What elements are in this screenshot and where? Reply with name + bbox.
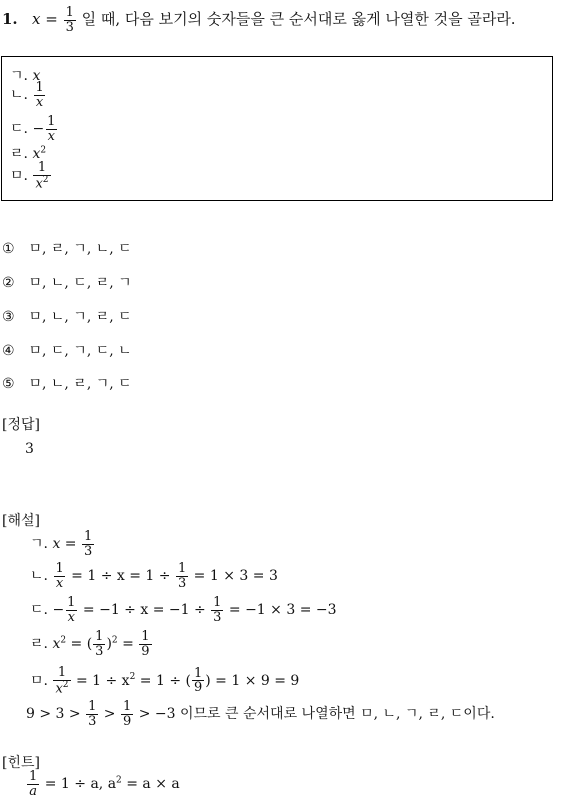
fraction-numerator: 1	[83, 529, 93, 544]
fraction-numerator: 1	[193, 665, 203, 681]
question-number: 1.	[2, 10, 18, 29]
solution-sign: −	[52, 602, 65, 619]
solution-tail: ) = 1 × 9 = 9	[205, 672, 300, 689]
solution-lhs: x =	[52, 536, 81, 553]
solution-label: [해설]	[2, 513, 40, 529]
solution-line-1	[30, 530, 95, 558]
item-expression: x	[32, 68, 41, 84]
item-exponent: 2	[40, 145, 47, 156]
hint-fraction	[27, 770, 39, 798]
solution-fraction	[176, 562, 188, 590]
fraction-denominator: a	[29, 783, 38, 799]
condition-equals: =	[40, 10, 63, 29]
item-marker: ㄹ.	[10, 146, 28, 162]
solution-tail: = 1 × 3 = 3	[189, 568, 278, 585]
solution-fraction	[53, 562, 65, 590]
question-text: 일 때, 다음 보기의 숫자들을 큰 순서대로 옳게 나열한 것을 골라라.	[76, 10, 516, 29]
fraction-numerator: 1	[123, 699, 132, 714]
choice-4[interactable]	[2, 340, 132, 360]
conclusion-gt: >	[99, 706, 120, 723]
solution-fraction	[53, 666, 70, 696]
fraction-denominator: x	[67, 609, 75, 625]
denominator-exponent: 2	[42, 174, 49, 185]
fraction-numerator: 1	[65, 5, 74, 20]
denominator-base: x	[55, 680, 63, 696]
solution-marker: ㅁ.	[30, 672, 48, 689]
fraction-denominator	[33, 175, 50, 191]
choice-5[interactable]	[2, 373, 132, 393]
item-sign: −	[32, 121, 45, 138]
item-marker: ㄱ.	[10, 68, 28, 84]
solution-exponent: 2	[60, 635, 67, 646]
denominator-exponent: 2	[62, 679, 69, 690]
conclusion-tail: > −3 이므로 큰 순서대로 나열하면 ㅁ, ㄴ, ㄱ, ㄹ, ㄷ이다.	[134, 706, 495, 723]
fraction-denominator: 3	[213, 609, 222, 625]
conclusion-fraction	[121, 700, 133, 728]
fraction-denominator: 3	[88, 713, 97, 729]
fraction-numerator: 1	[57, 665, 67, 680]
solution-conclusion	[26, 700, 495, 728]
fraction-numerator: 1	[141, 629, 150, 644]
fraction-denominator: 9	[141, 643, 150, 659]
solution-marker: ㄷ.	[30, 602, 48, 619]
conclusion-fraction	[86, 700, 98, 728]
choice-number: ⑤	[2, 376, 15, 392]
solution-line-2	[30, 562, 278, 590]
answer-label: [정답]	[2, 417, 40, 433]
solution-fraction	[139, 630, 151, 658]
fraction-denominator: 9	[123, 713, 132, 729]
fraction-numerator: 1	[37, 160, 47, 175]
box-item-3	[10, 115, 58, 143]
item-marker: ㄷ.	[10, 121, 28, 138]
fraction-denominator: x	[55, 575, 64, 591]
hint-line	[26, 770, 180, 798]
solution-fraction	[192, 667, 204, 695]
fraction-denominator: x	[35, 94, 44, 110]
solution-middle: = 1 ÷ x = 1 ÷	[66, 568, 175, 585]
item-fraction	[33, 161, 50, 191]
question-box	[1, 56, 553, 201]
solution-fraction	[211, 596, 223, 624]
hint-tail-2: = a × a	[121, 776, 180, 793]
fraction-numerator: 1	[177, 561, 187, 576]
solution-middle: = 1 ÷ x	[71, 672, 130, 689]
fraction-denominator: 3	[83, 543, 93, 559]
choice-text: ㅁ, ㄷ, ㄱ, ㄷ, ㄴ	[28, 343, 132, 359]
choice-2[interactable]	[2, 272, 132, 292]
solution-line-4	[30, 630, 153, 658]
hint-label: [힌트]	[2, 755, 40, 771]
question-line	[2, 6, 516, 34]
item-marker: ㄴ.	[10, 87, 28, 104]
hint-exponent: 2	[116, 775, 122, 786]
box-item-2	[10, 81, 47, 109]
solution-fraction	[82, 530, 94, 558]
fraction-numerator: 1	[35, 80, 44, 95]
solution-middle: = −1 ÷ x = −1 ÷	[78, 602, 211, 619]
item-base: x	[32, 146, 41, 162]
answer-value: 3	[25, 441, 34, 457]
solution-fraction	[65, 596, 77, 624]
solution-tail: = −1 × 3 = −3	[224, 602, 337, 619]
solution-close-paren: )	[106, 636, 112, 653]
fraction-numerator: 1	[29, 769, 38, 784]
fraction-numerator: 1	[67, 595, 76, 610]
fraction-numerator: 1	[55, 561, 64, 576]
choice-number: ②	[2, 275, 15, 291]
solution-marker: ㄴ.	[30, 568, 48, 585]
choice-text: ㅁ, ㄴ, ㄷ, ㄹ, ㄱ	[28, 275, 132, 291]
solution-marker: ㄱ.	[30, 536, 48, 553]
choice-1[interactable]	[2, 238, 132, 258]
item-marker: ㅁ.	[10, 167, 28, 184]
fraction-numerator: 1	[213, 595, 222, 610]
solution-equals: = (	[66, 636, 93, 653]
fraction-numerator: 1	[95, 629, 104, 644]
fraction-denominator	[53, 680, 70, 696]
solution-middle: = 1 ÷ (	[135, 672, 191, 689]
fraction-denominator: 3	[95, 643, 104, 659]
solution-marker: ㄹ.	[30, 636, 48, 653]
solution-lhs: x	[52, 636, 61, 653]
fraction-denominator: 3	[177, 575, 187, 591]
fraction-denominator: 9	[193, 680, 203, 696]
choice-number: ④	[2, 343, 15, 359]
fraction-denominator: 3	[65, 19, 74, 35]
fraction-numerator: 1	[88, 699, 97, 714]
item-fraction	[45, 115, 57, 143]
hint-tail: = 1 ÷ a, a	[40, 776, 117, 793]
denominator-base: x	[35, 175, 43, 191]
condition-variable: x	[31, 10, 41, 29]
solution-fraction	[93, 630, 105, 658]
choice-number: ③	[2, 309, 15, 325]
fraction-denominator: x	[47, 128, 55, 144]
conclusion-lead: 9 > 3 >	[26, 706, 86, 723]
solution-exponent: 2	[111, 635, 118, 646]
condition-fraction	[64, 6, 76, 34]
box-item-5	[10, 161, 52, 191]
solution-equals: =	[117, 636, 139, 653]
solution-exponent: 2	[129, 672, 136, 683]
solution-line-3	[30, 596, 337, 624]
solution-line-5	[30, 666, 299, 696]
item-fraction	[33, 81, 45, 109]
fraction-numerator: 1	[47, 114, 56, 129]
choice-text: ㅁ, ㄹ, ㄱ, ㄴ, ㄷ	[28, 241, 132, 257]
choice-text: ㅁ, ㄴ, ㄱ, ㄹ, ㄷ	[28, 309, 132, 325]
choice-number: ①	[2, 241, 15, 257]
choice-3[interactable]	[2, 306, 132, 326]
choice-text: ㅁ, ㄴ, ㄹ, ㄱ, ㄷ	[28, 376, 132, 392]
